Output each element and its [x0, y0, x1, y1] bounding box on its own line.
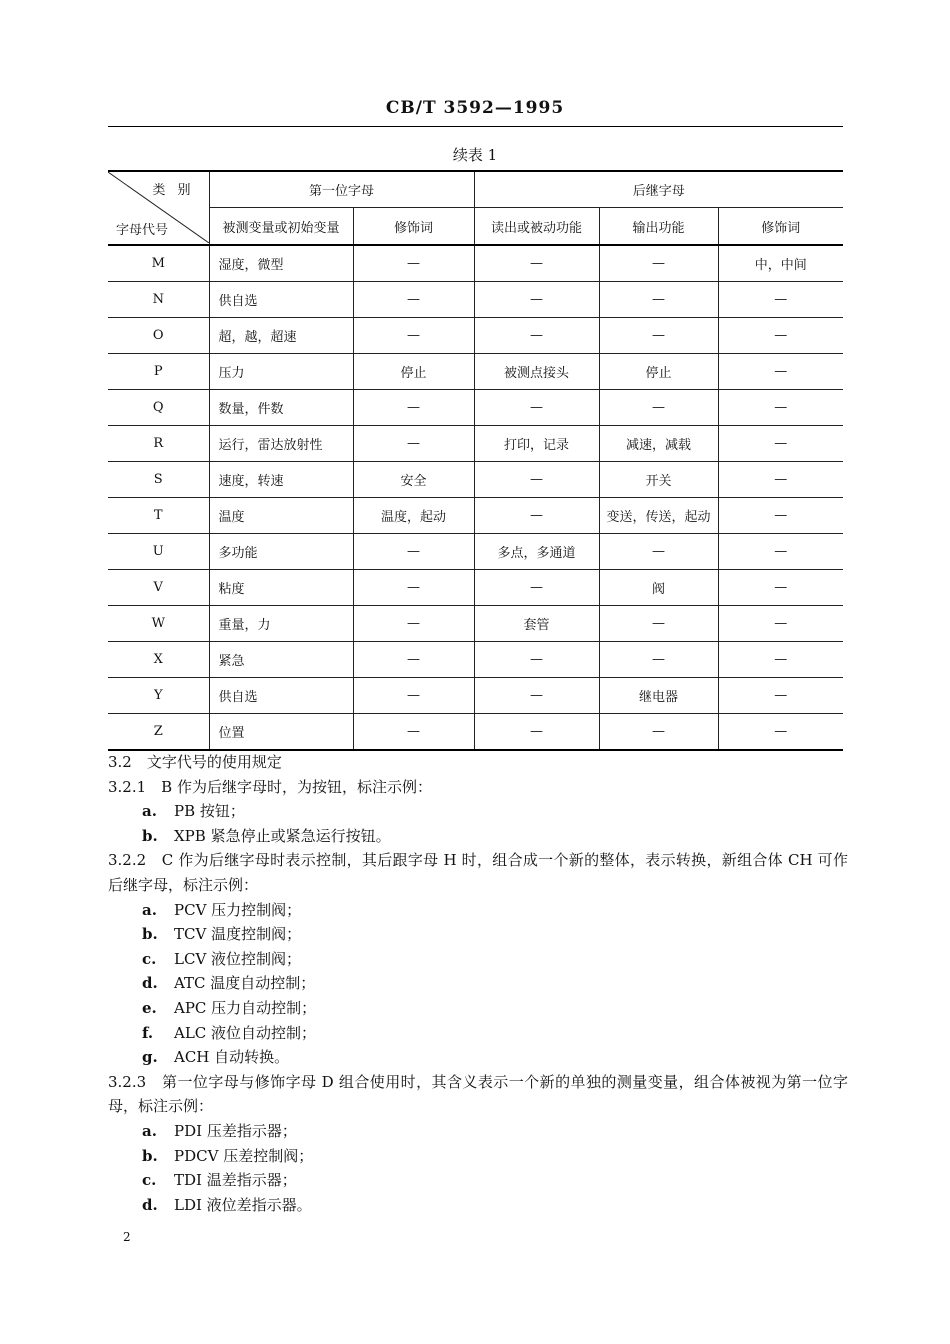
first-modifier-cell: — [353, 642, 474, 678]
letter-code-cell: T [108, 498, 209, 534]
example-item-text: ALC 液位自动控制； [174, 1023, 317, 1042]
example-item-text: LDI 液位差指示器。 [174, 1195, 312, 1214]
example-item-marker: c. [142, 1171, 157, 1190]
readout-function-cell: — [474, 498, 599, 534]
table-row [108, 498, 843, 534]
output-function-cell: — [599, 642, 718, 678]
succeeding-modifier-cell: — [718, 390, 843, 426]
table-row [108, 606, 843, 642]
letter-code-cell: V [108, 570, 209, 606]
example-item [108, 1144, 848, 1169]
example-item-marker: b. [142, 1146, 158, 1165]
succeeding-modifier-cell: — [718, 462, 843, 498]
measured-variable-cell: 超，越，超速 [209, 318, 353, 354]
succeeding-modifier-cell: — [718, 678, 843, 714]
table-row [108, 282, 843, 318]
succeeding-modifier-cell: — [718, 570, 843, 606]
succeeding-modifier-cell: — [718, 498, 843, 534]
example-item-text: XPB 紧急停止或紧急运行按钮。 [174, 826, 391, 845]
first-modifier-cell: 停止 [353, 354, 474, 390]
example-item [108, 922, 848, 947]
example-item-marker: c. [142, 949, 157, 968]
clause-3-2-2-examples [108, 898, 848, 1070]
letter-code-cell: M [108, 245, 209, 282]
table-row [108, 534, 843, 570]
letter-code-cell: N [108, 282, 209, 318]
example-item [108, 898, 848, 923]
example-item-text: ATC 温度自动控制； [174, 974, 316, 993]
group-header-succeeding-letter: 后继字母 [474, 171, 843, 208]
first-modifier-cell: — [353, 678, 474, 714]
clause-3-2-3: 3.2.3 第一位字母与修饰字母 D 组合使用时，其含义表示一个新的单独的测量变量，组合体被视为第一位字母，标注示例： [108, 1072, 848, 1116]
output-function-cell: — [599, 282, 718, 318]
table-row [108, 714, 843, 751]
first-modifier-cell: — [353, 714, 474, 751]
succeeding-modifier-cell: — [718, 642, 843, 678]
example-item-text: TDI 温差指示器； [174, 1171, 297, 1190]
measured-variable-cell: 粘度 [209, 570, 353, 606]
output-function-cell: 停止 [599, 354, 718, 390]
succeeding-modifier-cell: — [718, 606, 843, 642]
succeeding-modifier-cell: — [718, 354, 843, 390]
letter-code-cell: W [108, 606, 209, 642]
succeeding-modifier-cell: — [718, 282, 843, 318]
letter-code-cell: Q [108, 390, 209, 426]
column-header-output-function: 输出功能 [599, 208, 718, 246]
first-modifier-cell: — [353, 606, 474, 642]
readout-function-cell: — [474, 318, 599, 354]
example-item [108, 1119, 848, 1144]
letter-code-cell: Z [108, 714, 209, 751]
output-function-cell: — [599, 245, 718, 282]
measured-variable-cell: 压力 [209, 354, 353, 390]
letter-code-cell: X [108, 642, 209, 678]
first-modifier-cell: — [353, 534, 474, 570]
succeeding-modifier-cell: — [718, 534, 843, 570]
letter-code-cell: R [108, 426, 209, 462]
first-modifier-cell: 温度，起动 [353, 498, 474, 534]
example-item [108, 1021, 848, 1046]
clause-3-2-3-examples [108, 1119, 848, 1217]
measured-variable-cell: 供自选 [209, 282, 353, 318]
letter-code-table [108, 170, 843, 751]
first-modifier-cell: — [353, 426, 474, 462]
first-modifier-cell: — [353, 570, 474, 606]
table-row [108, 426, 843, 462]
readout-function-cell: 打印，记录 [474, 426, 599, 462]
readout-function-cell: — [474, 678, 599, 714]
succeeding-modifier-cell: — [718, 714, 843, 751]
readout-function-cell: — [474, 282, 599, 318]
example-item [108, 1045, 848, 1070]
letter-code-cell: Y [108, 678, 209, 714]
example-item-marker: e. [142, 998, 157, 1017]
readout-function-cell: 被测点接头 [474, 354, 599, 390]
document-header: CB/T 3592—1995 [385, 98, 565, 118]
output-function-cell: — [599, 714, 718, 751]
output-function-cell: — [599, 606, 718, 642]
example-item-text: PB 按钮； [174, 802, 245, 821]
clause-3-2-1-examples [108, 799, 848, 848]
example-item-text: LCV 液位控制阀； [174, 949, 302, 968]
column-header-modifier-succeeding: 修饰词 [718, 208, 843, 246]
readout-function-cell: — [474, 642, 599, 678]
first-modifier-cell: — [353, 390, 474, 426]
example-item-text: TCV 温度控制阀； [174, 925, 302, 944]
output-function-cell: 开关 [599, 462, 718, 498]
group-header-first-letter: 第一位字母 [209, 171, 474, 208]
example-item-text: PCV 压力控制阀； [174, 900, 302, 919]
succeeding-modifier-cell: — [718, 426, 843, 462]
readout-function-cell: 多点，多通道 [474, 534, 599, 570]
clause-3-2-2: 3.2.2 C 作为后继字母时表示控制，其后跟字母 H 时，组合成一个新的整体，表示转换，新组合体 CH 可作后继字母，标注示例： [108, 851, 848, 894]
example-item-marker: d. [142, 1195, 158, 1214]
measured-variable-cell: 湿度，微型 [209, 245, 353, 282]
output-function-cell: 继电器 [599, 678, 718, 714]
measured-variable-cell: 运行，雷达放射性 [209, 426, 353, 462]
measured-variable-cell: 多功能 [209, 534, 353, 570]
readout-function-cell: — [474, 462, 599, 498]
measured-variable-cell: 位置 [209, 714, 353, 751]
table-row [108, 390, 843, 426]
measured-variable-cell: 数量，件数 [209, 390, 353, 426]
measured-variable-cell: 供自选 [209, 678, 353, 714]
example-item-marker: b. [142, 826, 158, 845]
example-item-marker: a. [142, 900, 157, 919]
example-item-marker: a. [142, 802, 157, 821]
readout-function-cell: — [474, 390, 599, 426]
example-item [108, 971, 848, 996]
body-section-3-2 [108, 750, 848, 1217]
measured-variable-cell: 温度 [209, 498, 353, 534]
column-header-readout-function: 读出或被动功能 [474, 208, 599, 246]
measured-variable-cell: 重量，力 [209, 606, 353, 642]
output-function-cell: — [599, 390, 718, 426]
corner-label-category: 类 别 [152, 183, 195, 198]
output-function-cell: 阀 [599, 570, 718, 606]
table-body [108, 245, 843, 750]
table-row [108, 678, 843, 714]
first-modifier-cell: — [353, 282, 474, 318]
first-modifier-cell: 安全 [353, 462, 474, 498]
example-item-marker: d. [142, 974, 158, 993]
table-row [108, 462, 843, 498]
first-modifier-cell: — [353, 318, 474, 354]
example-item [108, 996, 848, 1021]
letter-code-cell: P [108, 354, 209, 390]
example-item [108, 947, 848, 972]
first-modifier-cell: — [353, 245, 474, 282]
table-row [108, 642, 843, 678]
measured-variable-cell: 速度，转速 [209, 462, 353, 498]
table-row [108, 318, 843, 354]
output-function-cell: — [599, 318, 718, 354]
example-item [108, 1168, 848, 1193]
example-item-text: APC 压力自动控制； [174, 998, 317, 1017]
output-function-cell: 减速，减载 [599, 426, 718, 462]
heading-3-2: 3.2 文字代号的使用规定 [108, 753, 282, 771]
table-caption: 续表 1 [452, 146, 498, 164]
table-row [108, 570, 843, 606]
example-item-marker: g. [142, 1048, 158, 1067]
table-corner-cell [108, 171, 209, 245]
output-function-cell: 变送，传送，起动 [599, 498, 718, 534]
readout-function-cell: 套管 [474, 606, 599, 642]
page-number: 2 [123, 1230, 131, 1244]
example-item-marker: f. [142, 1023, 154, 1042]
readout-function-cell: — [474, 570, 599, 606]
table-row [108, 245, 843, 282]
table-row [108, 354, 843, 390]
example-item-text: ACH 自动转换。 [174, 1048, 290, 1067]
readout-function-cell: — [474, 245, 599, 282]
letter-code-cell: U [108, 534, 209, 570]
header-rule [108, 126, 843, 127]
clause-3-2-1: 3.2.1 B 作为后继字母时，为按钮，标注示例： [108, 777, 432, 796]
example-item [108, 1193, 848, 1218]
example-item-marker: a. [142, 1121, 157, 1140]
output-function-cell: — [599, 534, 718, 570]
example-item [108, 824, 848, 849]
letter-code-cell: S [108, 462, 209, 498]
example-item [108, 799, 848, 824]
example-item-marker: b. [142, 925, 158, 944]
measured-variable-cell: 紧急 [209, 642, 353, 678]
letter-code-cell: O [108, 318, 209, 354]
example-item-text: PDCV 压差控制阀； [174, 1146, 314, 1165]
corner-label-letter-code: 字母代号 [116, 223, 169, 238]
example-item-text: PDI 压差指示器； [174, 1121, 297, 1140]
readout-function-cell: — [474, 714, 599, 751]
column-header-measured-variable: 被测变量或初始变量 [209, 208, 353, 246]
succeeding-modifier-cell: 中，中间 [718, 245, 843, 282]
succeeding-modifier-cell: — [718, 318, 843, 354]
column-header-modifier-first: 修饰词 [353, 208, 474, 246]
